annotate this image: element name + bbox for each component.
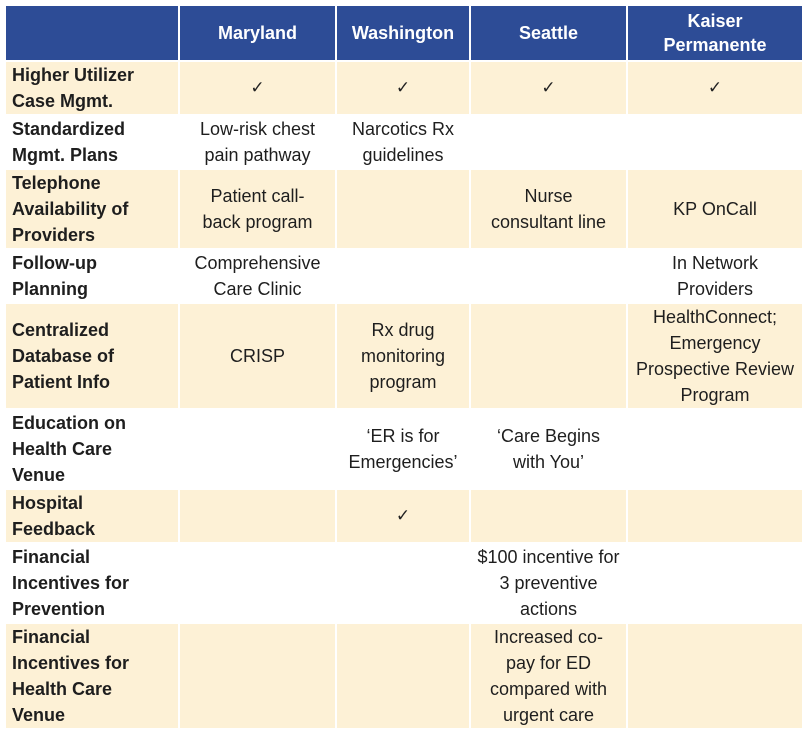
table-cell: ‘ER is for Emergencies’: [336, 409, 470, 489]
table-cell: Nurse consultant line: [470, 169, 627, 249]
check-icon: ✓: [179, 61, 336, 115]
table-cell: [627, 623, 802, 729]
header-seattle: Seattle: [470, 6, 627, 61]
table-cell: [470, 489, 627, 543]
row-label: Telephone Availability of Providers: [6, 169, 179, 249]
table-cell: [336, 169, 470, 249]
check-icon: ✓: [336, 489, 470, 543]
comparison-table: [6, 6, 802, 730]
table-cell: [179, 489, 336, 543]
row-label: Follow-up Planning: [6, 249, 179, 303]
table-cell: HealthConnect; Emergency Prospective Review Program: [627, 303, 802, 409]
table-cell: Narcotics Rx guidelines: [336, 115, 470, 169]
row-label: Centralized Database of Patient Info: [6, 303, 179, 409]
table-row: [6, 61, 802, 115]
header-maryland: Maryland: [179, 6, 336, 61]
table-cell: [179, 623, 336, 729]
table-cell: [179, 409, 336, 489]
table-cell: ‘Care Begins with You’: [470, 409, 627, 489]
row-label: Education on Health Care Venue: [6, 409, 179, 489]
table-cell: [627, 409, 802, 489]
table-cell: Low-risk chest pain pathway: [179, 115, 336, 169]
table-cell: [627, 489, 802, 543]
table-row: [6, 303, 802, 409]
table-cell: Comprehensive Care Clinic: [179, 249, 336, 303]
table-cell: [470, 303, 627, 409]
table-cell: CRISP: [179, 303, 336, 409]
row-label: Financial Incentives for Prevention: [6, 543, 179, 623]
table-row: [6, 249, 802, 303]
table-cell: [470, 115, 627, 169]
row-label: Higher Utilizer Case Mgmt.: [6, 61, 179, 115]
table-cell: [179, 543, 336, 623]
table-cell: In Network Providers: [627, 249, 802, 303]
table-cell: KP OnCall: [627, 169, 802, 249]
table-cell: [336, 249, 470, 303]
table-cell: [470, 249, 627, 303]
table-row: [6, 623, 802, 729]
table-cell: [627, 115, 802, 169]
table-row: [6, 169, 802, 249]
row-label: Hospital Feedback: [6, 489, 179, 543]
header-washington: Washington: [336, 6, 470, 61]
table-row: [6, 543, 802, 623]
check-icon: ✓: [336, 61, 470, 115]
table-cell: [627, 543, 802, 623]
table-cell: Increased co-pay for ED compared with urgent care: [470, 623, 627, 729]
table-cell: Patient call-back program: [179, 169, 336, 249]
table-row: [6, 409, 802, 489]
header-corner: [6, 6, 179, 61]
table-cell: [336, 623, 470, 729]
row-label: Financial Incentives for Health Care Venue: [6, 623, 179, 729]
table-cell: Rx drug monitoring program: [336, 303, 470, 409]
row-label: Standardized Mgmt. Plans: [6, 115, 179, 169]
header-kaiser-permanente: Kaiser Permanente: [627, 6, 802, 61]
check-icon: ✓: [627, 61, 802, 115]
table-row: [6, 115, 802, 169]
table-row: [6, 489, 802, 543]
check-icon: ✓: [470, 61, 627, 115]
table-cell: $100 incentive for 3 preventive actions: [470, 543, 627, 623]
header-row: [6, 6, 802, 61]
table-cell: [336, 543, 470, 623]
